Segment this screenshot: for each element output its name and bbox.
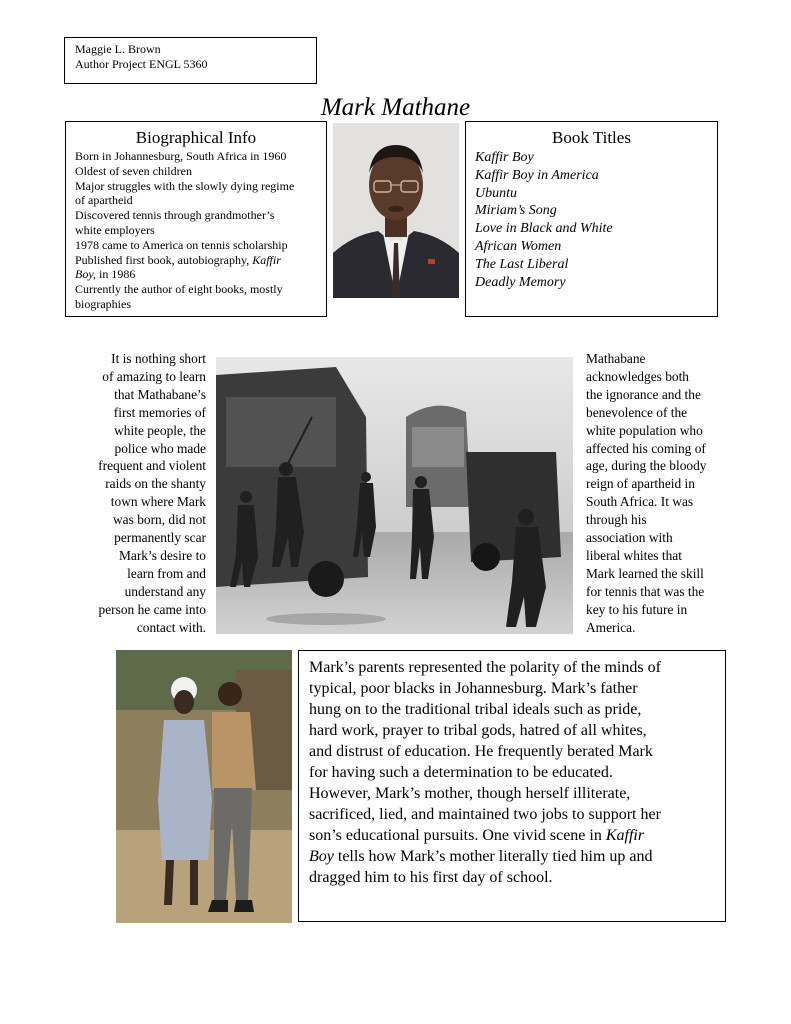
paragraph-line: Mark learned the skill	[586, 565, 704, 581]
bio-line: biographies	[75, 296, 131, 311]
paragraph-line: affected his coming of	[586, 440, 706, 456]
paragraph-line: white population who	[586, 422, 703, 438]
paragraph-line: for tennis that was the	[586, 583, 705, 599]
bio-line: 1978 came to America on tennis scholarship	[75, 237, 288, 252]
paragraph-line: town where Mark	[110, 494, 206, 510]
bio-line-published	[75, 253, 317, 268]
author-name: Maggie L. Brown	[75, 42, 161, 56]
paragraph-line: the ignorance and the	[586, 386, 701, 402]
biographical-info-heading: Biographical Info	[135, 128, 257, 147]
paragraph-line: person he came into	[98, 601, 206, 617]
book-title-inline: Boy	[309, 848, 334, 865]
book-title-item: African Women	[475, 238, 562, 254]
paragraph-line: acknowledges both	[586, 368, 690, 384]
book-title-item: Love in Black and White	[475, 221, 613, 237]
paragraph-line: liberal whites that	[586, 547, 682, 563]
book-title-item: Ubuntu	[475, 185, 517, 201]
paragraph-line: hung on to the traditional tribal ideals such as pride,	[309, 701, 642, 718]
township-raid-photo	[216, 357, 573, 634]
paragraph-line: through his	[586, 512, 647, 528]
paragraph-line: age, during the bloody	[586, 458, 707, 474]
bio-line: of apartheid	[75, 193, 133, 208]
book-titles-heading: Book Titles	[552, 128, 631, 147]
paragraph-line: sacrificed, lied, and maintained two jobs to support her	[309, 806, 661, 823]
biographical-info-box	[65, 121, 327, 317]
paragraph-line: and distrust of education. He frequently berated Mark	[309, 743, 653, 760]
paragraph-line	[309, 825, 715, 846]
book-title-item: Kaffir Boy in America	[475, 167, 599, 183]
bio-line-published-cont	[75, 267, 317, 282]
author-info-box	[64, 37, 317, 84]
bio-book-title: Kaffir	[252, 252, 281, 267]
paragraph-text: tells how Mark’s mother literally tied him up and	[337, 848, 653, 865]
paragraph-line: for having such a determination to be educated.	[309, 764, 613, 781]
paragraph-line: reign of apartheid in	[586, 476, 695, 492]
paragraph-line: first memories of	[113, 404, 206, 420]
paragraph-line: that Mathabane’s	[114, 386, 206, 402]
parents-paragraph-box	[298, 650, 726, 922]
book-title-item: Kaffir Boy	[475, 150, 534, 165]
paragraph-line: typical, poor blacks in Johannesburg. Mark’s father	[309, 680, 638, 697]
paragraph-line: Mathabane	[586, 351, 646, 366]
paragraph-text: son’s educational pursuits. One vivid scene in	[309, 827, 602, 844]
paragraph-line: was born, did not	[113, 512, 206, 528]
page-title: Mark Mathane	[320, 94, 471, 121]
paragraph-line: contact with.	[136, 619, 206, 635]
bio-book-title: Boy,	[75, 267, 96, 282]
paragraph-line: It is nothing short	[111, 351, 206, 366]
paragraph-line: learn from and	[127, 565, 206, 581]
bio-line: Oldest of seven children	[75, 163, 192, 178]
bio-line: Discovered tennis through grandmother’s	[75, 208, 275, 223]
paragraph-line: understand any	[124, 583, 206, 599]
paragraph-line: of amazing to learn	[102, 368, 206, 384]
bio-published-prefix: Published first book, autobiography,	[75, 252, 250, 267]
right-paragraph	[586, 350, 729, 637]
book-title-item: Deadly Memory	[475, 274, 566, 290]
course-name: Author Project ENGL 5360	[75, 57, 208, 71]
paragraph-line: police who made	[114, 440, 206, 456]
paragraph-line: Mark’s desire to	[118, 547, 206, 563]
paragraph-line	[309, 846, 715, 867]
paragraph-line: benevolence of the	[586, 404, 688, 420]
book-title-inline: Kaffir	[605, 827, 645, 844]
paragraph-line: frequent and violent	[98, 458, 206, 474]
book-title-item: Miriam’s Song	[475, 203, 557, 219]
paragraph-line: America.	[586, 619, 636, 635]
paragraph-line: However, Mark’s mother, though herself illiterate,	[309, 785, 631, 802]
bio-line: Major struggles with the slowly dying regime	[75, 178, 295, 193]
author-with-mother-photo	[116, 650, 292, 923]
bio-line: white employers	[75, 222, 155, 237]
paragraph-line: key to his future in	[586, 601, 688, 617]
paragraph-line: raids on the shanty	[105, 476, 206, 492]
paragraph-line: white people, the	[114, 422, 206, 438]
book-title-item: The Last Liberal	[475, 256, 569, 272]
paragraph-line: association with	[586, 530, 673, 546]
bio-line: Currently the author of eight books, mostly	[75, 282, 283, 297]
paragraph-line: hard work, prayer to tribal gods, hatred of all whites,	[309, 722, 647, 739]
bio-line: Born in Johannesburg, South Africa in 1960	[75, 149, 287, 163]
left-paragraph	[72, 350, 206, 637]
paragraph-line: permanently scar	[114, 530, 206, 546]
book-titles-box	[465, 121, 718, 317]
paragraph-line: Mark’s parents represented the polarity of the minds of	[309, 659, 661, 676]
paragraph-line: dragged him to his first day of school.	[309, 869, 553, 886]
paragraph-line: South Africa. It was	[586, 494, 694, 510]
author-portrait-photo	[333, 123, 459, 298]
bio-published-suffix: in 1986	[99, 267, 136, 282]
